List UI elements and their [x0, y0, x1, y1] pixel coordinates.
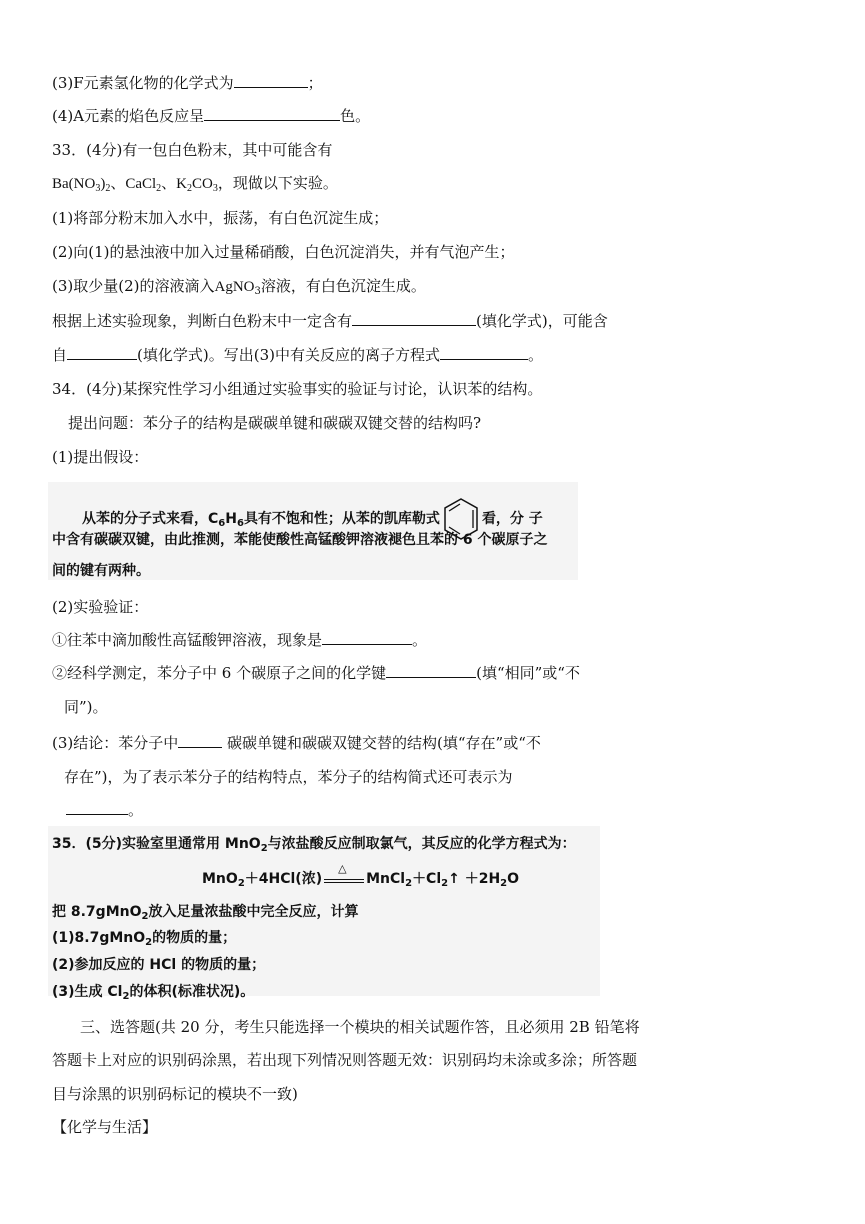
q34-conclusion: (3)结论：苯分子中 碳碳单键和碳碳双键交替的结构(填“存在”或“不: [52, 734, 541, 752]
q34-hypothesis-label: (1)提出假设：: [52, 448, 149, 466]
q33-heading: 33．(4分)有一包白色粉末，其中可能含有: [52, 141, 333, 159]
reaction-arrow: △: [324, 871, 364, 883]
answer-blank[interactable]: [234, 73, 308, 88]
q34-conclusion-cont: 存在”)，为了表示苯分子的结构特点，苯分子的结构简式还可表示为: [64, 768, 513, 786]
q32-part3: (3)F元素氢化物的化学式为 ；: [52, 74, 323, 92]
q33-conclusion-1: 根据上述实验现象，判断白色粉末中一定含有 (填化学式)，可能含: [52, 312, 608, 330]
answer-blank[interactable]: [386, 663, 476, 678]
answer-blank[interactable]: [322, 630, 412, 645]
q34-verify-2-cont: 同”)。: [64, 698, 108, 716]
section3-line-1: 三、选答题(共 20 分，考生只能选择一个模块的相关试题作答，且必须用 2B 铅笔将: [80, 1018, 640, 1036]
answer-blank[interactable]: [440, 345, 528, 360]
q35-heading: 35．(5分)实验室里通常用 MnO$_2$与浓盐酸反应制取氯气，其反应的化学方程式为：: [52, 836, 576, 854]
module-heading: 【化学与生活】: [52, 1118, 158, 1136]
q33-step2: (2)向(1)的悬浊液中加入过量稀硝酸，白色沉淀消失，并有气泡产生；: [52, 243, 515, 261]
q34-question: 提出问题：苯分子的结构是碳碳单键和碳碳双键交替的结构吗?: [68, 414, 482, 432]
answer-blank[interactable]: [204, 106, 340, 121]
hypothesis-line-1: 从苯的分子式来看，$C_6H_6$具有不饱和性；从苯的凯库勒式 看，分 子: [82, 497, 543, 541]
q33-step3: (3)取少量(2)的溶液滴入AgNO$_3$溶液，有白色沉淀生成。: [52, 277, 426, 297]
q35-req-3: (3)生成 $Cl_2$的体积(标准状况)。: [52, 984, 255, 1002]
q35-req-2: (2)参加反应的 HCl 的物质的量；: [52, 957, 266, 973]
answer-blank[interactable]: [178, 733, 222, 748]
answer-blank[interactable]: [352, 311, 476, 326]
q35-equation: MnO$_2$＋4HCl(浓) △ $MnCl_2+Cl_2↑ +2H_2O$: [202, 862, 520, 889]
section3-line-2: 答题卡上对应的识别码涂黑，若出现下列情况则答题无效：识别码均未涂或多涂；所答题: [52, 1051, 638, 1069]
q34-conclusion-end: 。: [66, 800, 143, 820]
q34-heading: 34．(4分)某探究性学习小组通过实验事实的验证与讨论，认识苯的结构。: [52, 380, 543, 398]
q33-step1: (1)将部分粉末加入水中，振荡，有白色沉淀生成；: [52, 209, 389, 227]
answer-blank[interactable]: [66, 800, 128, 815]
q35-req-1: (1)8.7gMnO$_2$的物质的量；: [52, 930, 237, 948]
q34-verify-1: ①往苯中滴加酸性高锰酸钾溶液，现象是 。: [52, 631, 428, 649]
hypothesis-line-3: 间的键有两种。: [52, 563, 150, 579]
answer-blank[interactable]: [67, 345, 137, 360]
hypothesis-line-2: 中含有碳碳双键，由此推测，苯能使酸性高锰酸钾溶液褪色且苯的 6 个碳原子之: [52, 532, 548, 548]
section3-line-3: 目与涂黑的识别码标记的模块不一致): [52, 1085, 298, 1103]
q35-put: 把 8.7gMnO$_2$放入足量浓盐酸中完全反应，计算: [52, 904, 359, 922]
q33-reagents: $Ba(NO_3)_2$、CaCl$_2$、$K_2CO_3$，现做以下实验。: [52, 174, 338, 194]
q34-verify-label: (2)实验验证：: [52, 598, 149, 616]
q32-part4: (4)A元素的焰色反应呈 色。: [52, 107, 371, 125]
q34-verify-2: ②经科学测定，苯分子中 6 个碳原子之间的化学键 (填“相同”或“不: [52, 664, 580, 682]
q33-conclusion-2: 自 (填化学式)。写出(3)中有关反应的离子方程式 。: [52, 346, 543, 364]
